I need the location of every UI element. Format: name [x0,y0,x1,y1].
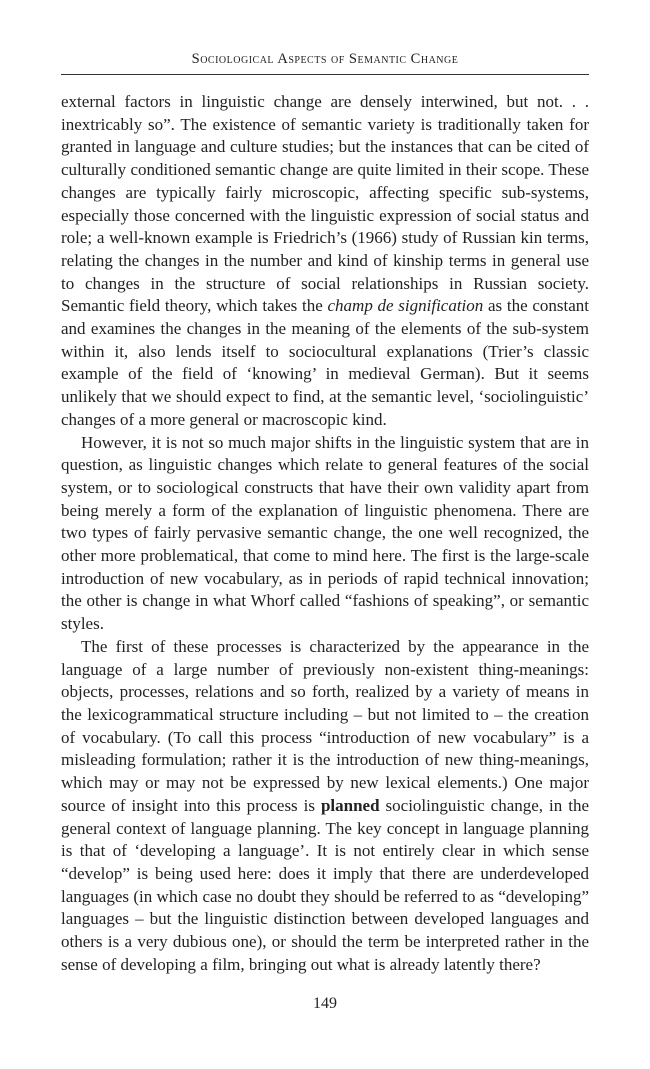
page-number: 149 [313,995,337,1012]
paragraph [61,432,589,636]
text-run: sociolinguistic change, in the general context of language planning. The key concept in language planning is that of ‘developing a language’. It is not entirely clear in which sense “develop” is being used here: does it imply that there are underdeveloped languages (in which case no doubt they should be referred to as “developing” languages – but the linguistic distinction between developed languages and others is a very dubious one), or should the term be interpreted rather in the sense of developing a film, bringing out what is already latently there? [61,795,589,974]
italic-term: champ de signification [327,296,484,316]
paragraph [61,91,589,432]
page [61,50,589,976]
text-run: However, it is not so much major shifts in the linguistic system that are in question, as linguistic changes which relate to general features of the social system, or to sociological constructs that have their own validity apart from being merely a form of the explanation of linguistic phenomena. There are two types of fairly pervasive semantic change, the one well recognized, the other more problematical, that come to mind here. The first is the large-scale introduction of new vocabulary, as in periods of rapid technical innovation; the other is change in what Whorf called “fashions of speaking”, or semantic styles. [61,432,589,634]
paragraph [61,636,589,977]
bold-term: planned [320,795,380,815]
text-run: as the constant and examines the changes in the meaning of the elements of the sub-system within it, also lends itself to sociocultural explanations (Trier’s classic example of the field of ‘knowing’ in medieval German). But it seems unlikely that we should expect to find, at the semantic level, ‘sociolinguistic’ changes of a more general or macroscopic kind. [61,296,590,429]
text-run: external factors in linguistic change are densely interwined, but not. . . inextricably so”. The existence of semantic variety is traditionally taken for granted in language and culture studies; but the instances that can be cited of culturally conditioned semantic change are quite limited in their scope. These changes are typically fairly microscopic, affecting specific sub-systems, especially those concerned with the linguistic expression of social status and role; a well-known example is Friedrich’s (1966) study of Russian kin terms, relating the changes in the number and kind of kinship terms in general use to changes in the structure of social relationships in Russian society. Semantic field theory, which takes the [61,92,589,316]
text-run: The first of these processes is characterized by the appearance in the language of a large number of previously non-existent thing-meanings: objects, processes, relations and so forth, realized by a variety of means in the lexicogrammatical structure including – but not limited to – the creation of vocabulary. (To call this process “introduction of new vocabulary” is a misleading formulation; rather it is the introduction of new thing-meanings, which may or may not be expressed by new lexical elements.) One major source of insight into this process is [61,636,589,815]
body-text [61,91,589,976]
running-head: Sociological Aspects of Semantic Change [61,50,589,75]
